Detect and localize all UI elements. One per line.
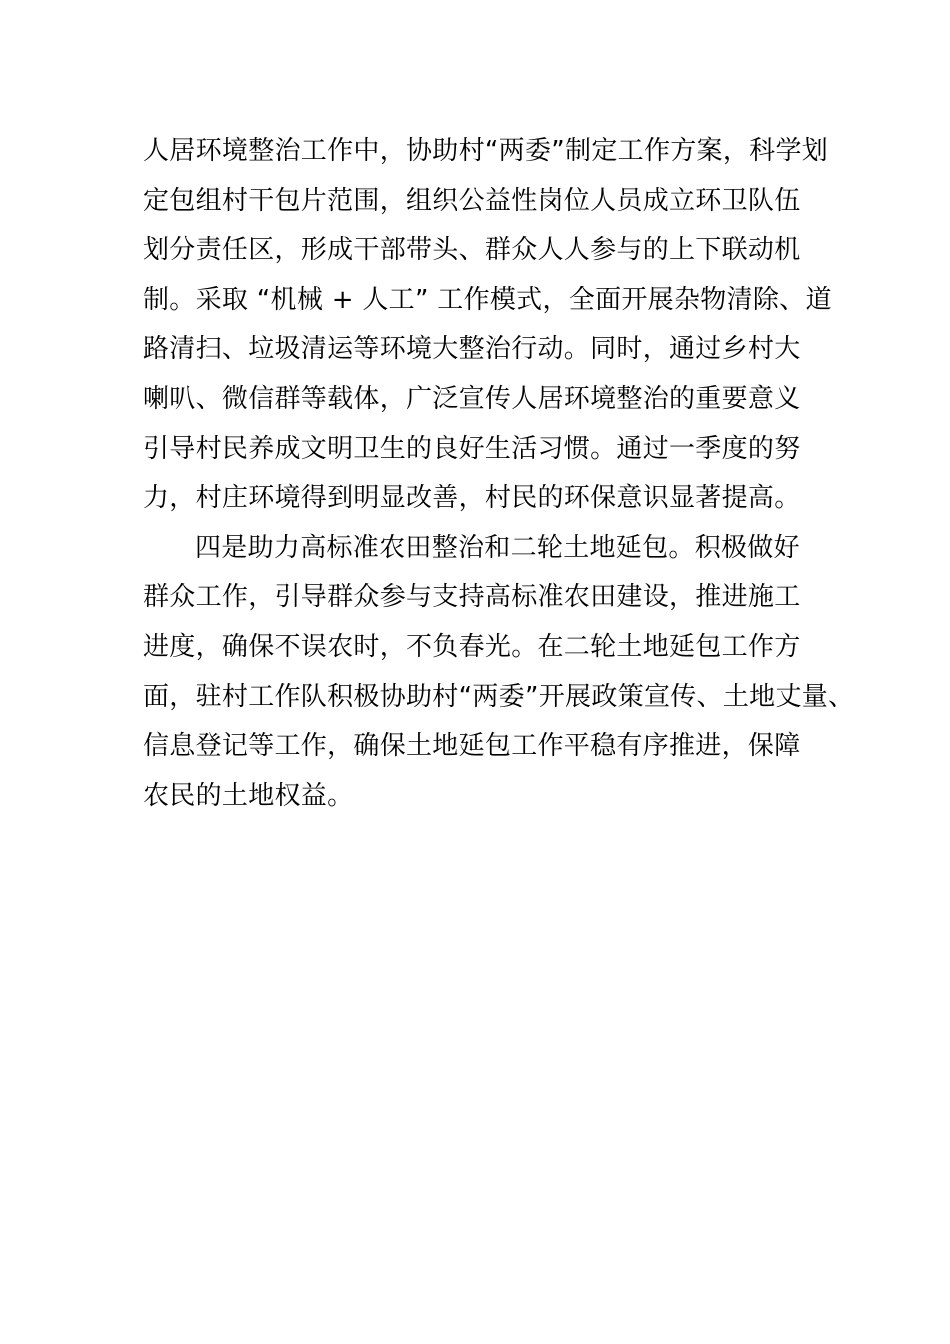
text-line: 人居环境整治工作中，协助村“两委”制定工作方案，科学划 — [143, 136, 829, 166]
text-line: 喇叭、微信群等载体，广泛宣传人居环境整治的重要意义 — [143, 383, 801, 414]
text-line: 力，村庄环境得到明显改善，村民的环保意识显著提高。 — [143, 483, 801, 514]
text-line: 引导村民养成文明卫生的良好生活习惯。通过一季度的努 — [143, 433, 801, 464]
text-line: 群众工作，引导群众参与支持高标准农田建设，推进施工 — [143, 582, 801, 613]
text-line: 四是助力高标准农田整治和二轮土地延包。积极做好 — [195, 532, 800, 563]
text-line: 农民的土地权益。 — [143, 780, 354, 811]
text-line: 定包组村干包片范围，组织公益性岗位人员成立环卫队伍 — [143, 185, 801, 216]
text-line: 路清扫、垃圾清运等环境大整治行动。同时，通过乡村大 — [143, 334, 801, 365]
document-body — [143, 127, 855, 821]
paragraph — [143, 127, 832, 524]
text-line: 面，驻村工作队积极协助村“两委”开展政策宣传、土地丈量、 — [143, 681, 855, 712]
text-line: 信息登记等工作，确保土地延包工作平稳有序推进，保障 — [143, 731, 801, 762]
text-line: 进度，确保不误农时，不负春光。在二轮土地延包工作方 — [143, 631, 801, 662]
paragraph — [143, 524, 855, 822]
text-line: 划分责任区，形成干部带头、群众人人参与的上下联动机 — [143, 235, 801, 266]
text-line: 制。采取 “机械 + 人工” 工作模式，全面开展杂物清除、道 — [143, 284, 832, 315]
